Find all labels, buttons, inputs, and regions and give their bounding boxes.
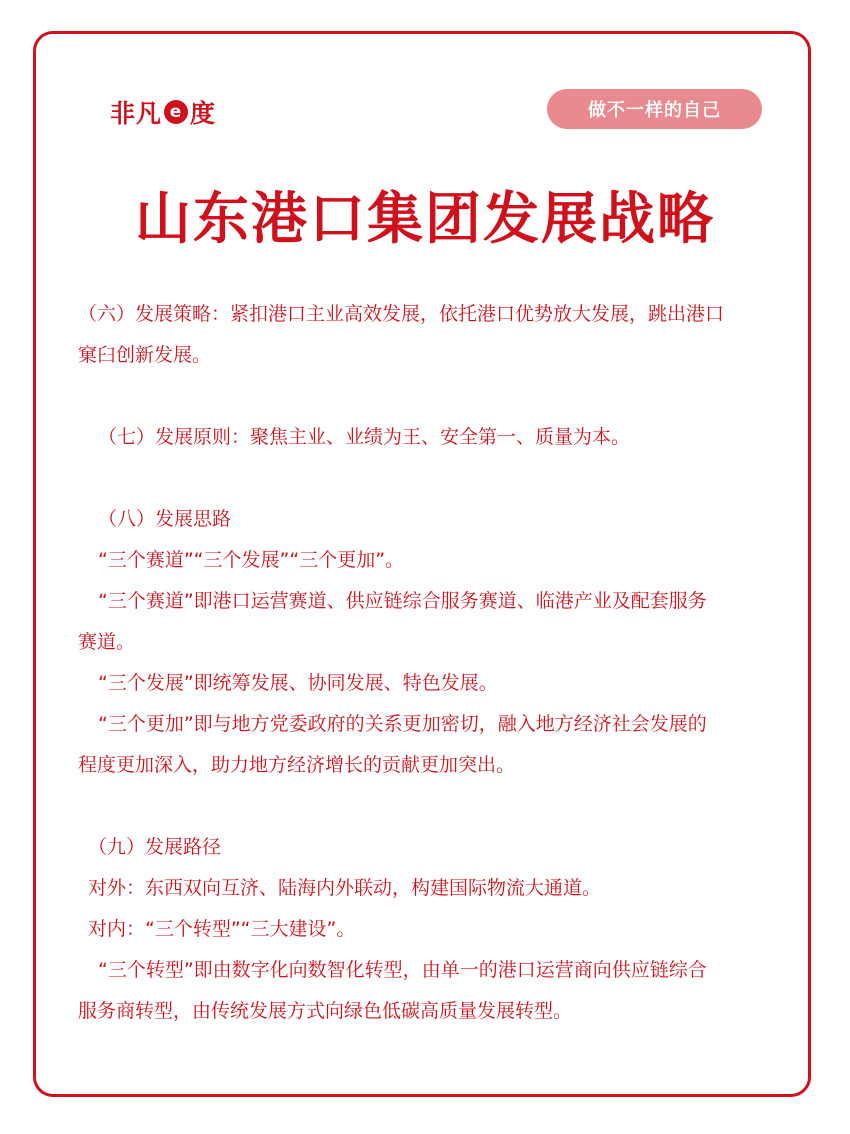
section-8-line-2: “三个赛道”即港口运营赛道、供应链综合服务赛道、临港产业及配套服务 bbox=[98, 590, 707, 612]
section-8-line-6: 程度更加深入，助力地方经济增长的贡献更加突出。 bbox=[78, 754, 516, 776]
slogan-badge: 做不一样的自己 bbox=[547, 89, 762, 129]
section-8-heading: （八）发展思路 bbox=[98, 508, 232, 530]
section-9-line-4: 服务商转型，由传统发展方式向绿色低碳高质量发展转型。 bbox=[78, 1000, 573, 1022]
paragraph-gap bbox=[78, 786, 778, 827]
section-8-line-1: “三个赛道”“三个发展”“三个更加”。 bbox=[98, 549, 405, 571]
section-8-line-5: “三个更加”即与地方党委政府的关系更加密切，融入地方经济社会发展的 bbox=[98, 713, 707, 735]
document-body bbox=[78, 294, 778, 1032]
brand-e-icon: e bbox=[164, 100, 188, 124]
section-9-line-2: 对内：“三个转型”“三大建设”。 bbox=[88, 918, 356, 940]
section-8-line-4: “三个发展”即统筹发展、协同发展、特色发展。 bbox=[98, 672, 498, 694]
section-7-line-1: （七）发展原则：聚焦主业、业绩为王、安全第一、质量为本。 bbox=[98, 426, 631, 448]
section-6-line-1: （六）发展策略：紧扣港口主业高效发展，依托港口优势放大发展，跳出港口 bbox=[78, 303, 725, 325]
paragraph-gap bbox=[78, 376, 778, 417]
section-6-line-2: 窠臼创新发展。 bbox=[78, 344, 212, 366]
brand-text-right: 度 bbox=[190, 99, 217, 128]
section-8-line-3: 赛道。 bbox=[78, 631, 136, 653]
section-9-heading: （九）发展路径 bbox=[88, 836, 222, 858]
brand-logo bbox=[110, 94, 216, 130]
page-title: 山东港口集团发展战略 bbox=[135, 187, 715, 252]
brand-text-left: 非凡 bbox=[110, 99, 163, 128]
section-9-line-1: 对外：东西双向互济、陆海内外联动，构建国际物流大通道。 bbox=[88, 877, 602, 899]
section-9-line-3: “三个转型”即由数字化向数智化转型，由单一的港口运营商向供应链综合 bbox=[98, 959, 707, 981]
paragraph-gap bbox=[78, 458, 778, 499]
